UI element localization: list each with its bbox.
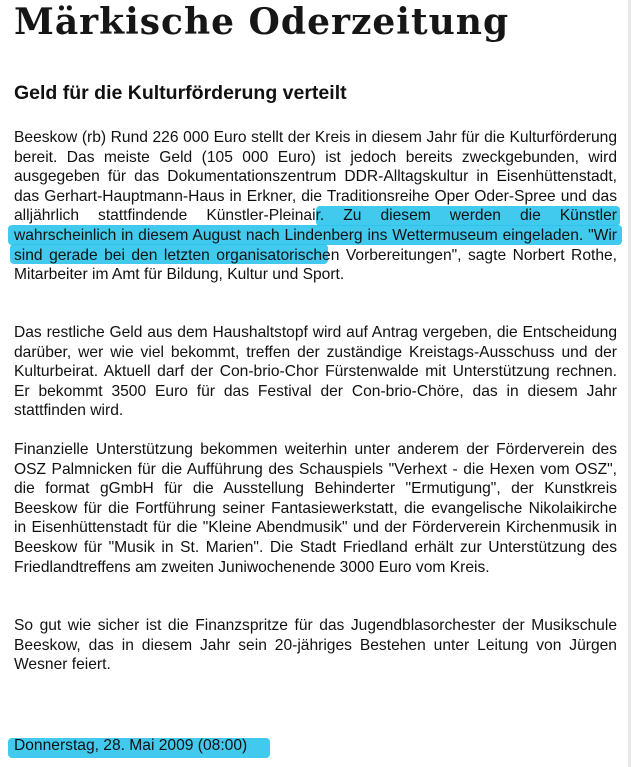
article-paragraph: Das restliche Geld aus dem Haushaltstopf wird auf Antrag vergeben, die Entscheidung darüber, wer wie viel bekommt, treffen der zuständige Kreistags-Ausschuss und der Kulturbeirat. Aktuell darf der Con-brio-Chor Fürstenwalde mit Unterstützung rechnen. Er bekommt 3500 Euro für das Festival der Con-brio-Chöre, das in diesem Jahr stattfinden wird. xyxy=(14,324,617,420)
article-dateline: Donnerstag, 28. Mai 2009 (08:00) xyxy=(14,737,248,754)
article-headline: Geld für die Kulturförderung verteilt xyxy=(14,82,347,104)
newspaper-masthead: Märkische Oderzeitung xyxy=(14,1,510,43)
article-paragraph: So gut wie sicher ist die Finanzspritze für das Jugendblasorchester der Musikschule Beeskow, das in diesem Jahr sein 20-jähriges Bestehen unter Leitung von Jürgen Wesner feiert. xyxy=(14,617,617,674)
article-paragraph: Beeskow (rb) Rund 226 000 Euro stellt der Kreis in diesem Jahr für die Kulturförderung bereit. Das meiste Geld (105 000 Euro) ist jedoch bereits zweckgebunden, wird ausgegeben für das Dokumentationszentrum DDR-Alltagskultur in Eisenhüttenstadt, das Gerhart-Hauptmann-Haus in Erkner, die Traditionsreihe Oper Oder-Spree und das alljährlich stattfindende Künstler-Pleinair. Zu diesem werden die Künstler wahrscheinlich in diesem August nach Lindenberg ins Wettermuseum eingeladen. "Wir sind gerade bei den letzten organisatorischen Vorbereitungen", sagte Norbert Rothe, Mitarbeiter im Amt für Bildung, Kultur und Sport. xyxy=(14,129,617,284)
article-paragraph: Finanzielle Unterstützung bekommen weiterhin unter anderem der Förderverein des OSZ Palmnicken für die Aufführung des Schauspiels "Verhext - die Hexen vom OSZ", die format gGmbH für die Ausstellung Behinderter "Ermutigung", der Kunstkreis Beeskow für die Fortführung seiner Fantasiewerkstatt, die evangelische Nikolaikirche in Eisenhüttenstadt für die "Kleine Abendmusik" und der Förderverein Kirchenmusik in Beeskow für "Musik in St. Marien". Die Stadt Friedland erhält zur Unterstützung des Friedlandtreffens am zweiten Juniwochenende 3000 Euro vom Kreis. xyxy=(14,441,617,576)
